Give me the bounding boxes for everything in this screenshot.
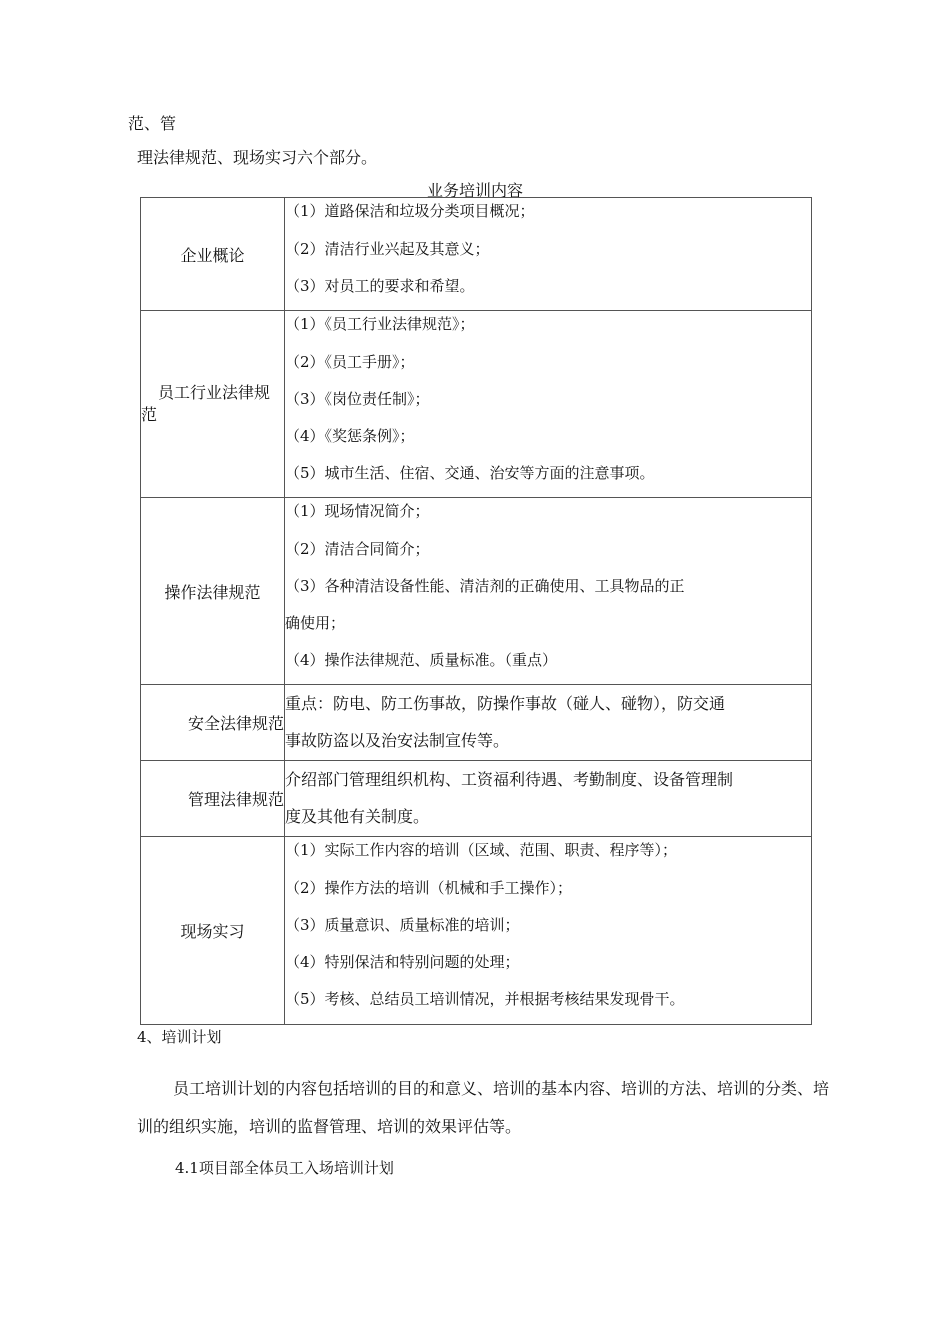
intro-line-2: 理法律规范、现场实习六个部分。 [137, 148, 378, 167]
paragraph-line: 重点：防电、防工伤事故，防操作事故（碰人、碰物），防交通 [285, 694, 726, 713]
row-content [285, 837, 812, 1025]
list-item: （2）操作方法的培训（机械和手工操作）； [285, 879, 573, 897]
table-row [141, 761, 812, 837]
table-caption: 业务培训内容 [426, 181, 523, 200]
list-item: （3）各种清洁设备性能、清洁剂的正确使用、工具物品的正 [285, 577, 685, 595]
list-item: 确使用； [285, 614, 346, 632]
table-row [141, 837, 812, 1025]
row-content [285, 498, 812, 685]
table-row [141, 498, 812, 685]
row-category: 企业概论 [141, 198, 285, 311]
list-item: （4）操作法律规范、质量标准。（重点） [285, 651, 558, 669]
list-item: （3）《岗位责任制》； [285, 390, 430, 408]
list-item: （4）特别保洁和特别问题的处理； [285, 953, 520, 971]
table-row [141, 311, 812, 498]
paragraph-line: 事故防盗以及治安法制宣传等。 [285, 731, 510, 750]
row-category: 安全法律规范 [141, 685, 285, 761]
list-item: （2）清洁行业兴起及其意义； [285, 240, 490, 258]
section-paragraph: 员工培训计划的内容包括培训的目的和意义、培训的基本内容、培训的方法、培训的分类、培训的组织实施，培训的监督管理、培训的效果评估等。 [137, 1079, 830, 1136]
list-item: （1）现场情况简介； [285, 502, 430, 520]
row-content [285, 198, 812, 311]
row-category [141, 311, 285, 498]
table-row [141, 685, 812, 761]
list-item: （5）城市生活、住宿、交通、治安等方面的注意事项。 [285, 464, 655, 482]
list-item: （5）考核、总结员工培训情况，并根据考核结果发现骨干。 [285, 990, 685, 1008]
list-item: （3）质量意识、质量标准的培训； [285, 916, 520, 934]
list-item: （2）清洁合同简介； [285, 540, 430, 558]
row-category: 现场实习 [141, 837, 285, 1025]
row-content [285, 685, 812, 761]
list-item: （4）《奖惩条例》； [285, 427, 415, 445]
paragraph-line: 度及其他有关制度。 [285, 807, 430, 826]
list-item: （1）《员工行业法律规范》； [285, 315, 475, 333]
row-content [285, 311, 812, 498]
list-item: （1）实际工作内容的培训（区域、范围、职责、程序等）； [285, 841, 678, 859]
row-category: 管理法律规范 [141, 761, 285, 837]
paragraph-line: 介绍部门管理组织机构、工资福利待遇、考勤制度、设备管理制 [285, 770, 734, 789]
section-heading: 4、培训计划 [137, 1028, 222, 1046]
row-category-line-2: 范 [141, 405, 158, 424]
intro-line-1: 范、管 [128, 114, 177, 133]
list-item: （2）《员工手册》； [285, 353, 415, 371]
sub-section-heading: 4.1项目部全体员工入场培训计划 [175, 1159, 394, 1177]
row-content [285, 761, 812, 837]
row-category: 操作法律规范 [141, 498, 285, 685]
table-row [141, 198, 812, 311]
row-category-line-1: 员工行业法律规 [158, 383, 271, 402]
list-item: （1）道路保洁和垃圾分类项目概况； [285, 202, 535, 220]
training-content-table [140, 197, 812, 1025]
list-item: （3）对员工的要求和希望。 [285, 277, 475, 295]
